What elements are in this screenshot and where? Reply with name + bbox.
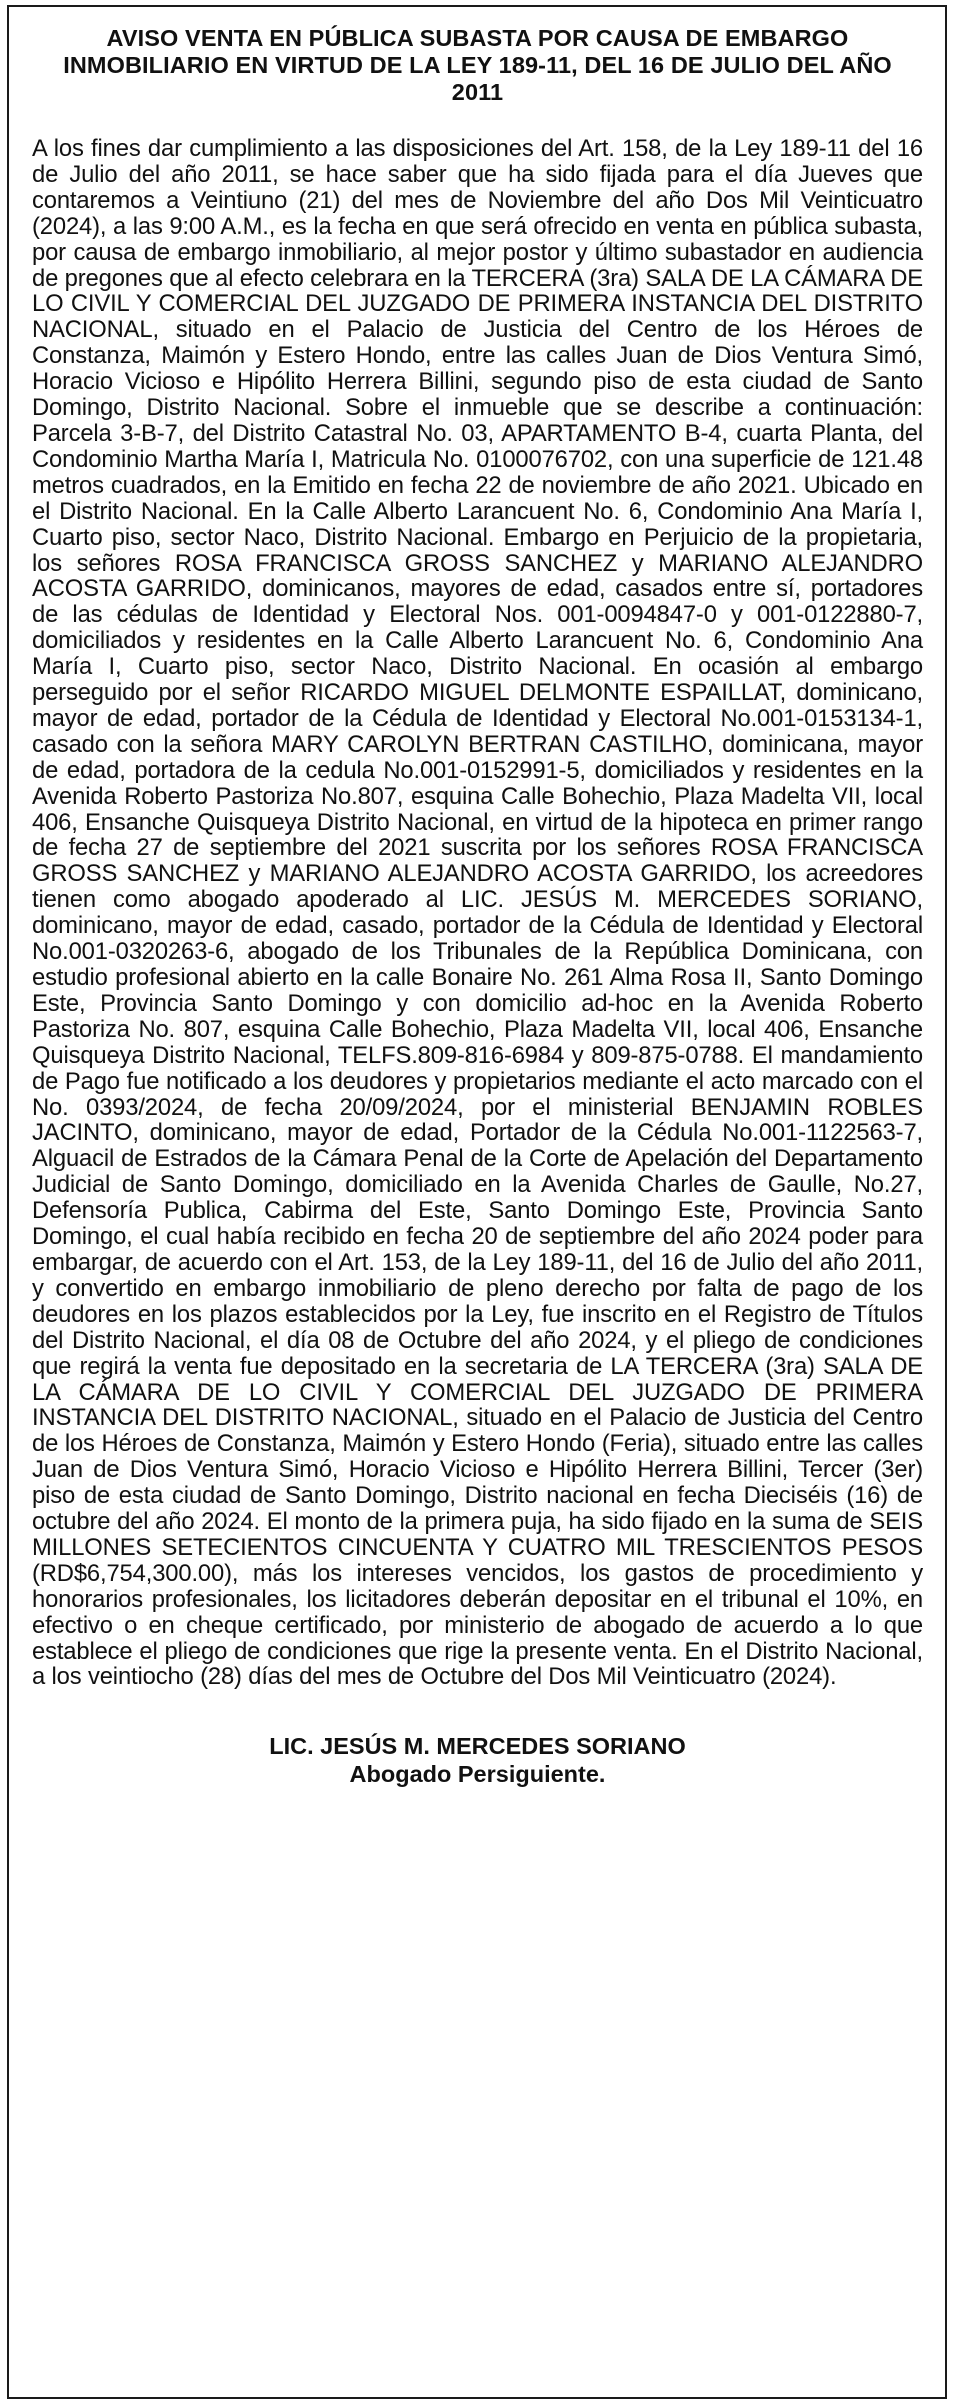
notice-body: A los fines dar cumplimiento a las disposiciones del Art. 158, de la Ley 189-11 del 16 de Julio del año 2011, se hace saber que ha sido fijada para el día Jueves que contaremos a Veintiuno (21) del mes de Noviembre del año Dos Mil Veinticuatro (2024), a las 9:00 A.M., es la fecha en que será ofrecido en venta en pública subasta, por causa de embargo inmobiliario, al mejor postor y último subastador en audiencia de pregones que al efecto celebrara en la TERCERA (3ra) SALA DE LA CÁMARA DE LO CIVIL Y COMERCIAL DEL JUZGADO DE PRIMERA INSTANCIA DEL DISTRITO NACIONAL, situado en el Palacio de Justicia del Centro de los Héroes de Constanza, Maimón y Estero Hondo, entre las calles Juan de Dios Ventura Simó, Horacio Vicioso e Hipólito Herrera Billini, segundo piso de esta ciudad de Santo Domingo, Distrito Nacional. Sobre el inmueble que se describe a continuación: Parcela 3-B-7, del Distrito Catastral No. 03, APARTAMENTO B-4, cuarta Planta, del Condominio Martha María I, Matricula No. 0100076702, con una superficie de 121.48 metros cuadrados, en la Emitido en fecha 22 de noviembre de año 2021. Ubicado en el Distrito Nacional. En la Calle Alberto Larancuent No. 6, Condominio Ana María I, Cuarto piso, sector Naco, Distrito Nacional. Embargo en Perjuicio de la propietaria, los señores ROSA FRANCISCA GROSS SANCHEZ y MARIANO ALEJANDRO ACOSTA GARRIDO, dominicanos, mayores de edad, casados entre sí, portadores de las cédulas de Identidad y Electoral Nos. 001-0094847-0 y 001-0122880-7, domiciliados y residentes en la Calle Alberto Larancuent No. 6, Condominio Ana María I, Cuarto piso, sector Naco, Distrito Nacional. En ocasión al embargo perseguido por el señor RICARDO MIGUEL DELMONTE ESPAILLAT, dominicano, mayor de edad, portador de la Cédula de Identidad y Electoral No.001-0153134-1, casado con la señora MARY CAROLYN BERTRAN CASTILHO, dominicana, mayor de edad, portadora de la cedula No.001-0152991-5, domiciliados y residentes en la Avenida Roberto Pastoriza No.807, esquina Calle Bohechio, Plaza Madelta VII, local 406, Ensanche Quisqueya Distrito Nacional, en virtud de la hipoteca en primer rango de fecha 27 de septiembre del 2021 suscrita por los señores ROSA FRANCISCA GROSS SANCHEZ y MARIANO ALEJANDRO ACOSTA GARRIDO, los acreedores tienen como abogado apoderado al LIC. JESÚS M. MERCEDES SORIANO, dominicano, mayor de edad, casado, portador de la Cédula de Identidad y Electoral No.001-0320263-6, abogado de los Tribunales de la República Dominicana, con estudio profesional abierto en la calle Bonaire No. 261 Alma Rosa II, Santo Domingo Este, Provincia Santo Domingo y con domicilio ad-hoc en la Avenida Roberto Pastoriza No. 807, esquina Calle Bohechio, Plaza Madelta VII, local 406, Ensanche Quisqueya Distrito Nacional, TELFS.809-816-6984 y 809-875-0788. El mandamiento de Pago fue notificado a los deudores y propietarios mediante el acto marcado con el No. 0393/2024, de fecha 20/09/2024, por el ministerial BENJAMIN ROBLES JACINTO, dominicano, mayor de edad, Portador de la Cédula No.001-1122563-7, Alguacil de Estrados de la Cámara Penal de la Corte de Apelación del Departamento Judicial de Santo Domingo, domiciliado en la Avenida Charles de Gaulle, No.27, Defensoría Publica, Cabirma del Este, Santo Domingo Este, Provincia Santo Domingo, el cual había recibido en fecha 20 de septiembre del año 2024 poder para embargar, de acuerdo con el Art. 153, de la Ley 189-11, del 16 de Julio del año 2011, y convertido en embargo inmobiliario de pleno derecho por falta de pago de los deudores en los plazos establecidos por la Ley, fue inscrito en el Registro de Títulos del Distrito Nacional, el día 08 de Octubre del año 2024, y el pliego de condiciones que regirá la venta fue depositado en la secretaria de LA TERCERA (3ra) SALA DE LA CÁMARA DE LO CIVIL Y COMERCIAL DEL JUZGADO DE PRIMERA INSTANCIA DEL DISTRITO NACIONAL, situado en el Palacio de Justicia del Centro de los Héroes de Constanza, Maimón y Estero Hondo (Feria), situado entre las calles Juan de Dios Ventura Simó, Horacio Vicioso e Hipólito Herrera Billini, Tercer (3er) piso de esta ciudad de Santo Domingo, Distrito nacional en fecha Dieciséis (16) de octubre del año 2024. El monto de la primera puja, ha sido fijado en la suma de SEIS MILLONES SETECIENTOS CINCUENTA Y CUATRO MIL TRESCIENTOS PESOS (RD$6,754,300.00), más los intereses vencidos, los gastos de procedimiento y honorarios profesionales, los licitadores deberán depositar en el tribunal el 10%, en efectivo o en cheque certificado, por ministerio de abogado de acuerdo a lo que establece el pliego de condiciones que rige la presente venta. En el Distrito Nacional, a los veintiocho (28) días del mes de Octubre del Dos Mil Veinticuatro (2024). xyxy=(32,135,923,1691)
signature-role: Abogado Persiguiente. xyxy=(349,1761,606,1788)
legal-notice xyxy=(7,5,947,2399)
signature-block xyxy=(32,1732,923,1788)
notice-title: AVISO VENTA EN PÚBLICA SUBASTA POR CAUSA DE EMBARGO INMOBILIARIO EN VIRTUD DE LA LEY 189-11, DEL 16 DE JULIO DEL AÑO 2011 xyxy=(63,25,892,105)
signature-name: LIC. JESÚS M. MERCEDES SORIANO xyxy=(269,1733,686,1760)
